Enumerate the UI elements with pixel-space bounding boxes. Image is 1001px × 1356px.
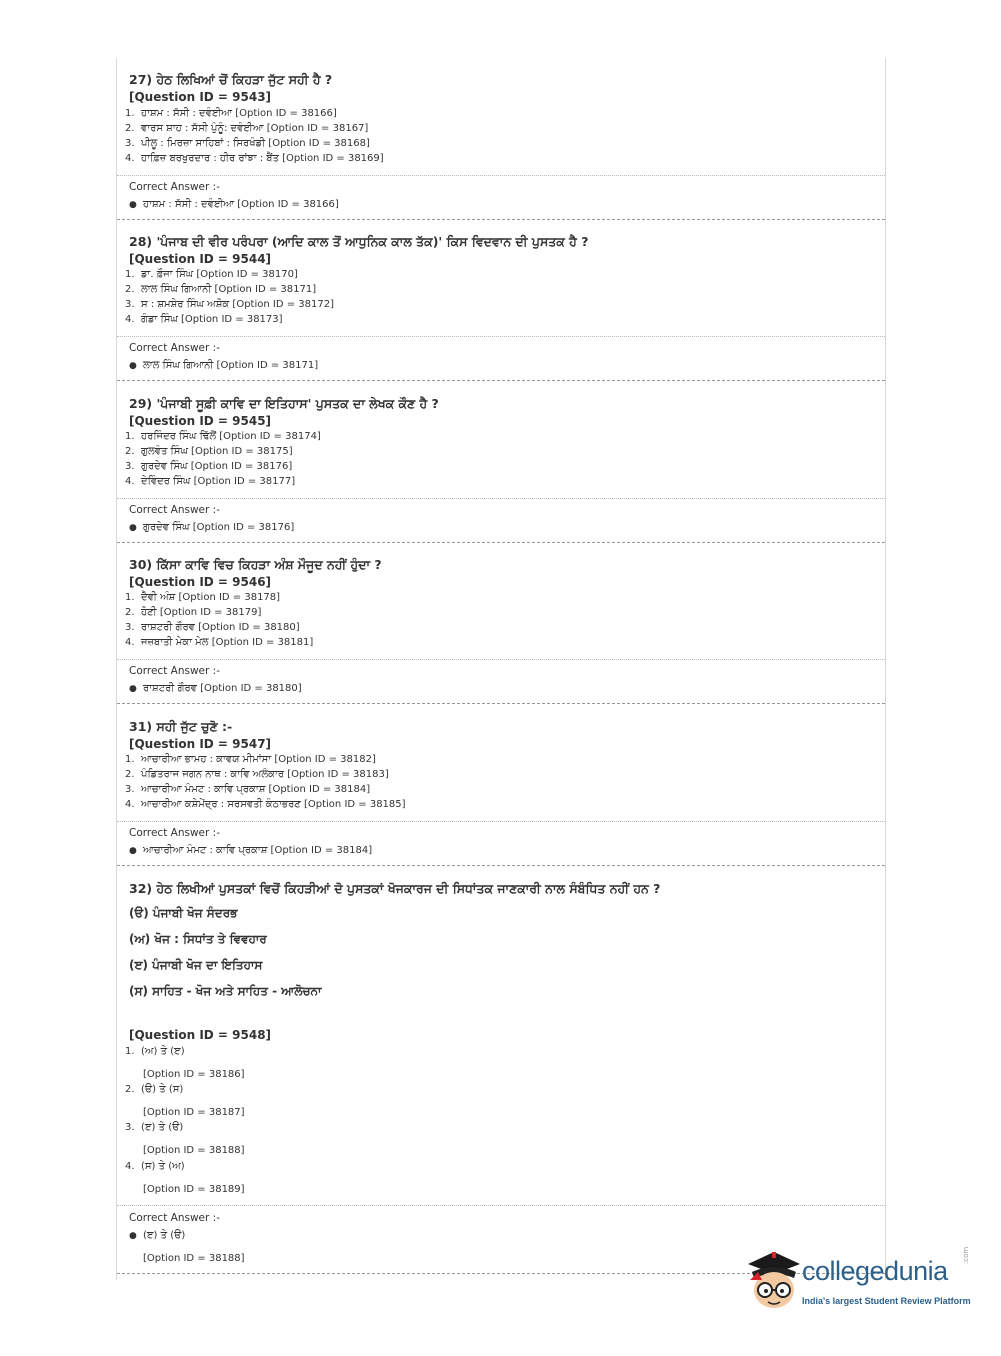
- option-item: 1. (ਅ) ਤੇ (ੲ): [125, 1046, 185, 1057]
- option-item: 3. (ੲ) ਤੇ (ੳ): [125, 1122, 184, 1133]
- question-title: 31) ਸਹੀ ਜੁੱਟ ਚੁਣੋ :-: [129, 719, 233, 734]
- option-item: 4. ਗੰਡਾ ਸਿੰਘ [Option ID = 38173]: [125, 314, 283, 325]
- option-item: 1. ਦੈਵੀ ਅੰਸ਼ [Option ID = 38178]: [125, 592, 281, 603]
- divider: [117, 1205, 885, 1206]
- logo-dotcom: .com: [962, 1246, 970, 1264]
- question-title: 29) 'ਪੰਜਾਬੀ ਸੂਫ਼ੀ ਕਾਵਿ ਦਾ ਇਤਿਹਾਸ' ਪੁਸਤਕ ਦਾ ਲੇਖਕ ਕੌਣ ਹੈ ?: [129, 396, 439, 411]
- divider: [117, 703, 885, 704]
- question-title: 27) ਹੇਠ ਲਿਖਿਆਂ ਚੋਂ ਕਿਹੜਾ ਜੁੱਟ ਸਹੀ ਹੈ ?: [129, 72, 333, 87]
- divider: [117, 821, 885, 822]
- correct-answer: ● ਗੁਰਦੇਵ ਸਿੰਘ [Option ID = 38176]: [129, 522, 295, 533]
- bullet-icon: ●: [129, 1231, 137, 1241]
- option-item: 1. ਹਾਸ਼ਮ : ਸੱਸੀ : ਦਵੰਈਆ [Option ID = 38166]: [125, 108, 337, 119]
- logo-wordmark: collegedunia: [802, 1256, 948, 1286]
- option-item: 4. ਦੇਵਿੰਦਰ ਸਿੰਘ [Option ID = 38177]: [125, 476, 296, 487]
- bullet-icon: ●: [129, 523, 137, 533]
- option-item: 2. ਲਾਲ ਸਿੰਘ ਗਿਆਨੀ [Option ID = 38171]: [125, 284, 317, 295]
- statement-item: (ਸ) ਸਾਹਿਤ - ਖੋਜ ਅਤੇ ਸਾਹਿਤ - ਆਲੋਚਨਾ: [129, 984, 322, 998]
- option-id: [Option ID = 38188]: [143, 1145, 245, 1156]
- option-item: 2. ਪੰਡਿਤਰਾਜ ਜਗਨ ਨਾਥ : ਕਾਵਿ ਅਲੰਕਾਰ [Option ID = 38183]: [125, 769, 389, 780]
- option-id: [Option ID = 38189]: [143, 1184, 245, 1195]
- correct-answer-label: Correct Answer :-: [129, 181, 220, 193]
- correct-answer: ● ਆਚਾਰੀਆ ਮੰਮਟ : ਕਾਵਿ ਪ੍ਰਕਾਸ਼ [Option ID = 38184]: [129, 845, 373, 856]
- option-item: 4. (ਸ) ਤੇ (ਅ): [125, 1161, 185, 1172]
- divider: [117, 380, 885, 381]
- option-item: 3. ਪੀਲੂ : ਮਿਰਜ਼ਾ ਸਾਹਿਬਾਂ : ਸਿਰਖੰਡੀ [Option ID = 38168]: [125, 138, 370, 149]
- question-id: [Question ID = 9544]: [129, 252, 272, 266]
- option-item: 2. ਹੋਣੀ [Option ID = 38179]: [125, 607, 262, 618]
- statement-item: (ਅ) ਖੋਜ : ਸਿਧਾਂਤ ਤੇ ਵਿਵਹਾਰ: [129, 932, 267, 946]
- option-item: 4. ਹਾਫ਼ਿਜ਼ ਬਰਖੁਰਦਾਰ : ਹੀਰ ਰਾਂਝਾ : ਬੈਂਤ [Option ID = 38169]: [125, 153, 384, 164]
- correct-answer-label: Correct Answer :-: [129, 827, 220, 839]
- option-id: [Option ID = 38187]: [143, 1107, 245, 1118]
- option-item: 1. ਆਚਾਰੀਆ ਭਾਮਹ : ਕਾਵਯ ਮੀਮਾਂਸਾ [Option ID = 38182]: [125, 754, 376, 765]
- correct-answer-label: Correct Answer :-: [129, 665, 220, 677]
- option-item: 1. ਹਰਜਿੰਦਰ ਸਿੰਘ ਢਿੱਲੋਂ [Option ID = 38174]: [125, 431, 321, 442]
- option-item: 3. ਰਾਸ਼ਟਰੀ ਗੌਰਵ [Option ID = 38180]: [125, 622, 300, 633]
- question-id: [Question ID = 9548]: [129, 1028, 272, 1042]
- bullet-icon: ●: [129, 684, 137, 694]
- mascot-icon: [744, 1250, 804, 1312]
- document-page: [116, 58, 886, 1280]
- option-item: 2. ਵਾਰਸ ਸ਼ਾਹ : ਸੱਸੀ ਪੁੰਨੂੰ: ਦਵੰਈਆ [Option ID = 38167]: [125, 123, 369, 134]
- correct-answer: ● ਹਾਸ਼ਮ : ਸੱਸੀ : ਦਵੰਈਆ [Option ID = 38166]: [129, 199, 339, 210]
- question-id: [Question ID = 9543]: [129, 90, 272, 104]
- divider: [117, 175, 885, 176]
- question-title: 30) ਕਿੱਸਾ ਕਾਵਿ ਵਿਚ ਕਿਹੜਾ ਅੰਸ਼ ਮੌਜੂਦ ਨਹੀਂ ਹੁੰਦਾ ?: [129, 557, 382, 572]
- option-id: [Option ID = 38186]: [143, 1069, 245, 1080]
- question-id: [Question ID = 9546]: [129, 575, 272, 589]
- correct-answer-label: Correct Answer :-: [129, 1212, 220, 1224]
- divider: [117, 542, 885, 543]
- divider: [117, 498, 885, 499]
- question-title: 32) ਹੇਠ ਲਿਖੀਆਂ ਪੁਸਤਕਾਂ ਵਿਚੋਂ ਕਿਹੜੀਆਂ ਦੋ ਪੁਸਤਕਾਂ ਖੋਜਕਾਰਜ ਦੀ ਸਿਧਾਂਤਕ ਜਾਣਕਾਰੀ ਨਾਲ ਸੰਬੰਧਿਤ ਨਹੀਂ ਹਨ ?: [129, 881, 661, 896]
- option-item: 3. ਆਚਾਰੀਆ ਮੰਮਟ : ਕਾਵਿ ਪ੍ਰਕਾਸ਼ [Option ID = 38184]: [125, 784, 371, 795]
- correct-answer-label: Correct Answer :-: [129, 504, 220, 516]
- bullet-icon: ●: [129, 846, 137, 856]
- option-item: 3. ਗੁਰਦੇਵ ਸਿੰਘ [Option ID = 38176]: [125, 461, 293, 472]
- bullet-icon: ●: [129, 361, 137, 371]
- question-id: [Question ID = 9547]: [129, 737, 272, 751]
- option-item: 4. ਆਚਾਰੀਆ ਕਸ਼ੇਮੇਂਦ੍ਰ : ਸਰਸਵਤੀ ਕੰਠਾਭਰਣ [Option ID = 38185]: [125, 799, 406, 810]
- option-item: 2. (ੳ) ਤੇ (ਸ): [125, 1084, 184, 1095]
- statement-item: (ੳ) ਪੰਜਾਬੀ ਖੋਜ ਸੰਦਰਭ: [129, 906, 238, 920]
- correct-answer-label: Correct Answer :-: [129, 342, 220, 354]
- correct-answer: ● ਰਾਸ਼ਟਰੀ ਗੌਰਵ [Option ID = 38180]: [129, 683, 302, 694]
- correct-answer: ● ਲਾਲ ਸਿੰਘ ਗਿਆਨੀ [Option ID = 38171]: [129, 360, 319, 371]
- correct-answer-option-id: [Option ID = 38188]: [143, 1253, 245, 1264]
- divider: [117, 219, 885, 220]
- divider: [117, 659, 885, 660]
- question-title: 28) 'ਪੰਜਾਬ ਦੀ ਵੀਰ ਪਰੰਪਰਾ (ਆਦਿ ਕਾਲ ਤੋਂ ਆਧੁਨਿਕ ਕਾਲ ਤੱਕ)' ਕਿਸ ਵਿਦਵਾਨ ਦੀ ਪੁਸਤਕ ਹੈ ?: [129, 234, 589, 249]
- collegedunia-logo: [744, 1246, 974, 1312]
- option-item: 3. ਸ : ਸ਼ਮਸ਼ੇਰ ਸਿੰਘ ਅਸ਼ੋਕ [Option ID = 38172]: [125, 299, 334, 310]
- divider: [117, 336, 885, 337]
- option-item: 4. ਜਜ਼ਬਾਤੀ ਮੇਕਾ ਮੇਲ [Option ID = 38181]: [125, 637, 314, 648]
- bullet-icon: ●: [129, 200, 137, 210]
- statement-item: (ੲ) ਪੰਜਾਬੀ ਖੋਜ ਦਾ ਇਤਿਹਾਸ: [129, 958, 263, 972]
- question-id: [Question ID = 9545]: [129, 414, 272, 428]
- correct-answer: ● (ੲ) ਤੇ (ੳ): [129, 1230, 186, 1241]
- divider: [117, 865, 885, 866]
- option-item: 2. ਗੁਲਵੰਤ ਸਿੰਘ [Option ID = 38175]: [125, 446, 293, 457]
- logo-tagline: India's largest Student Review Platform: [802, 1296, 971, 1306]
- option-item: 1. ਡਾ. ਫ਼ੌਜਾ ਸਿੰਘ [Option ID = 38170]: [125, 269, 298, 280]
